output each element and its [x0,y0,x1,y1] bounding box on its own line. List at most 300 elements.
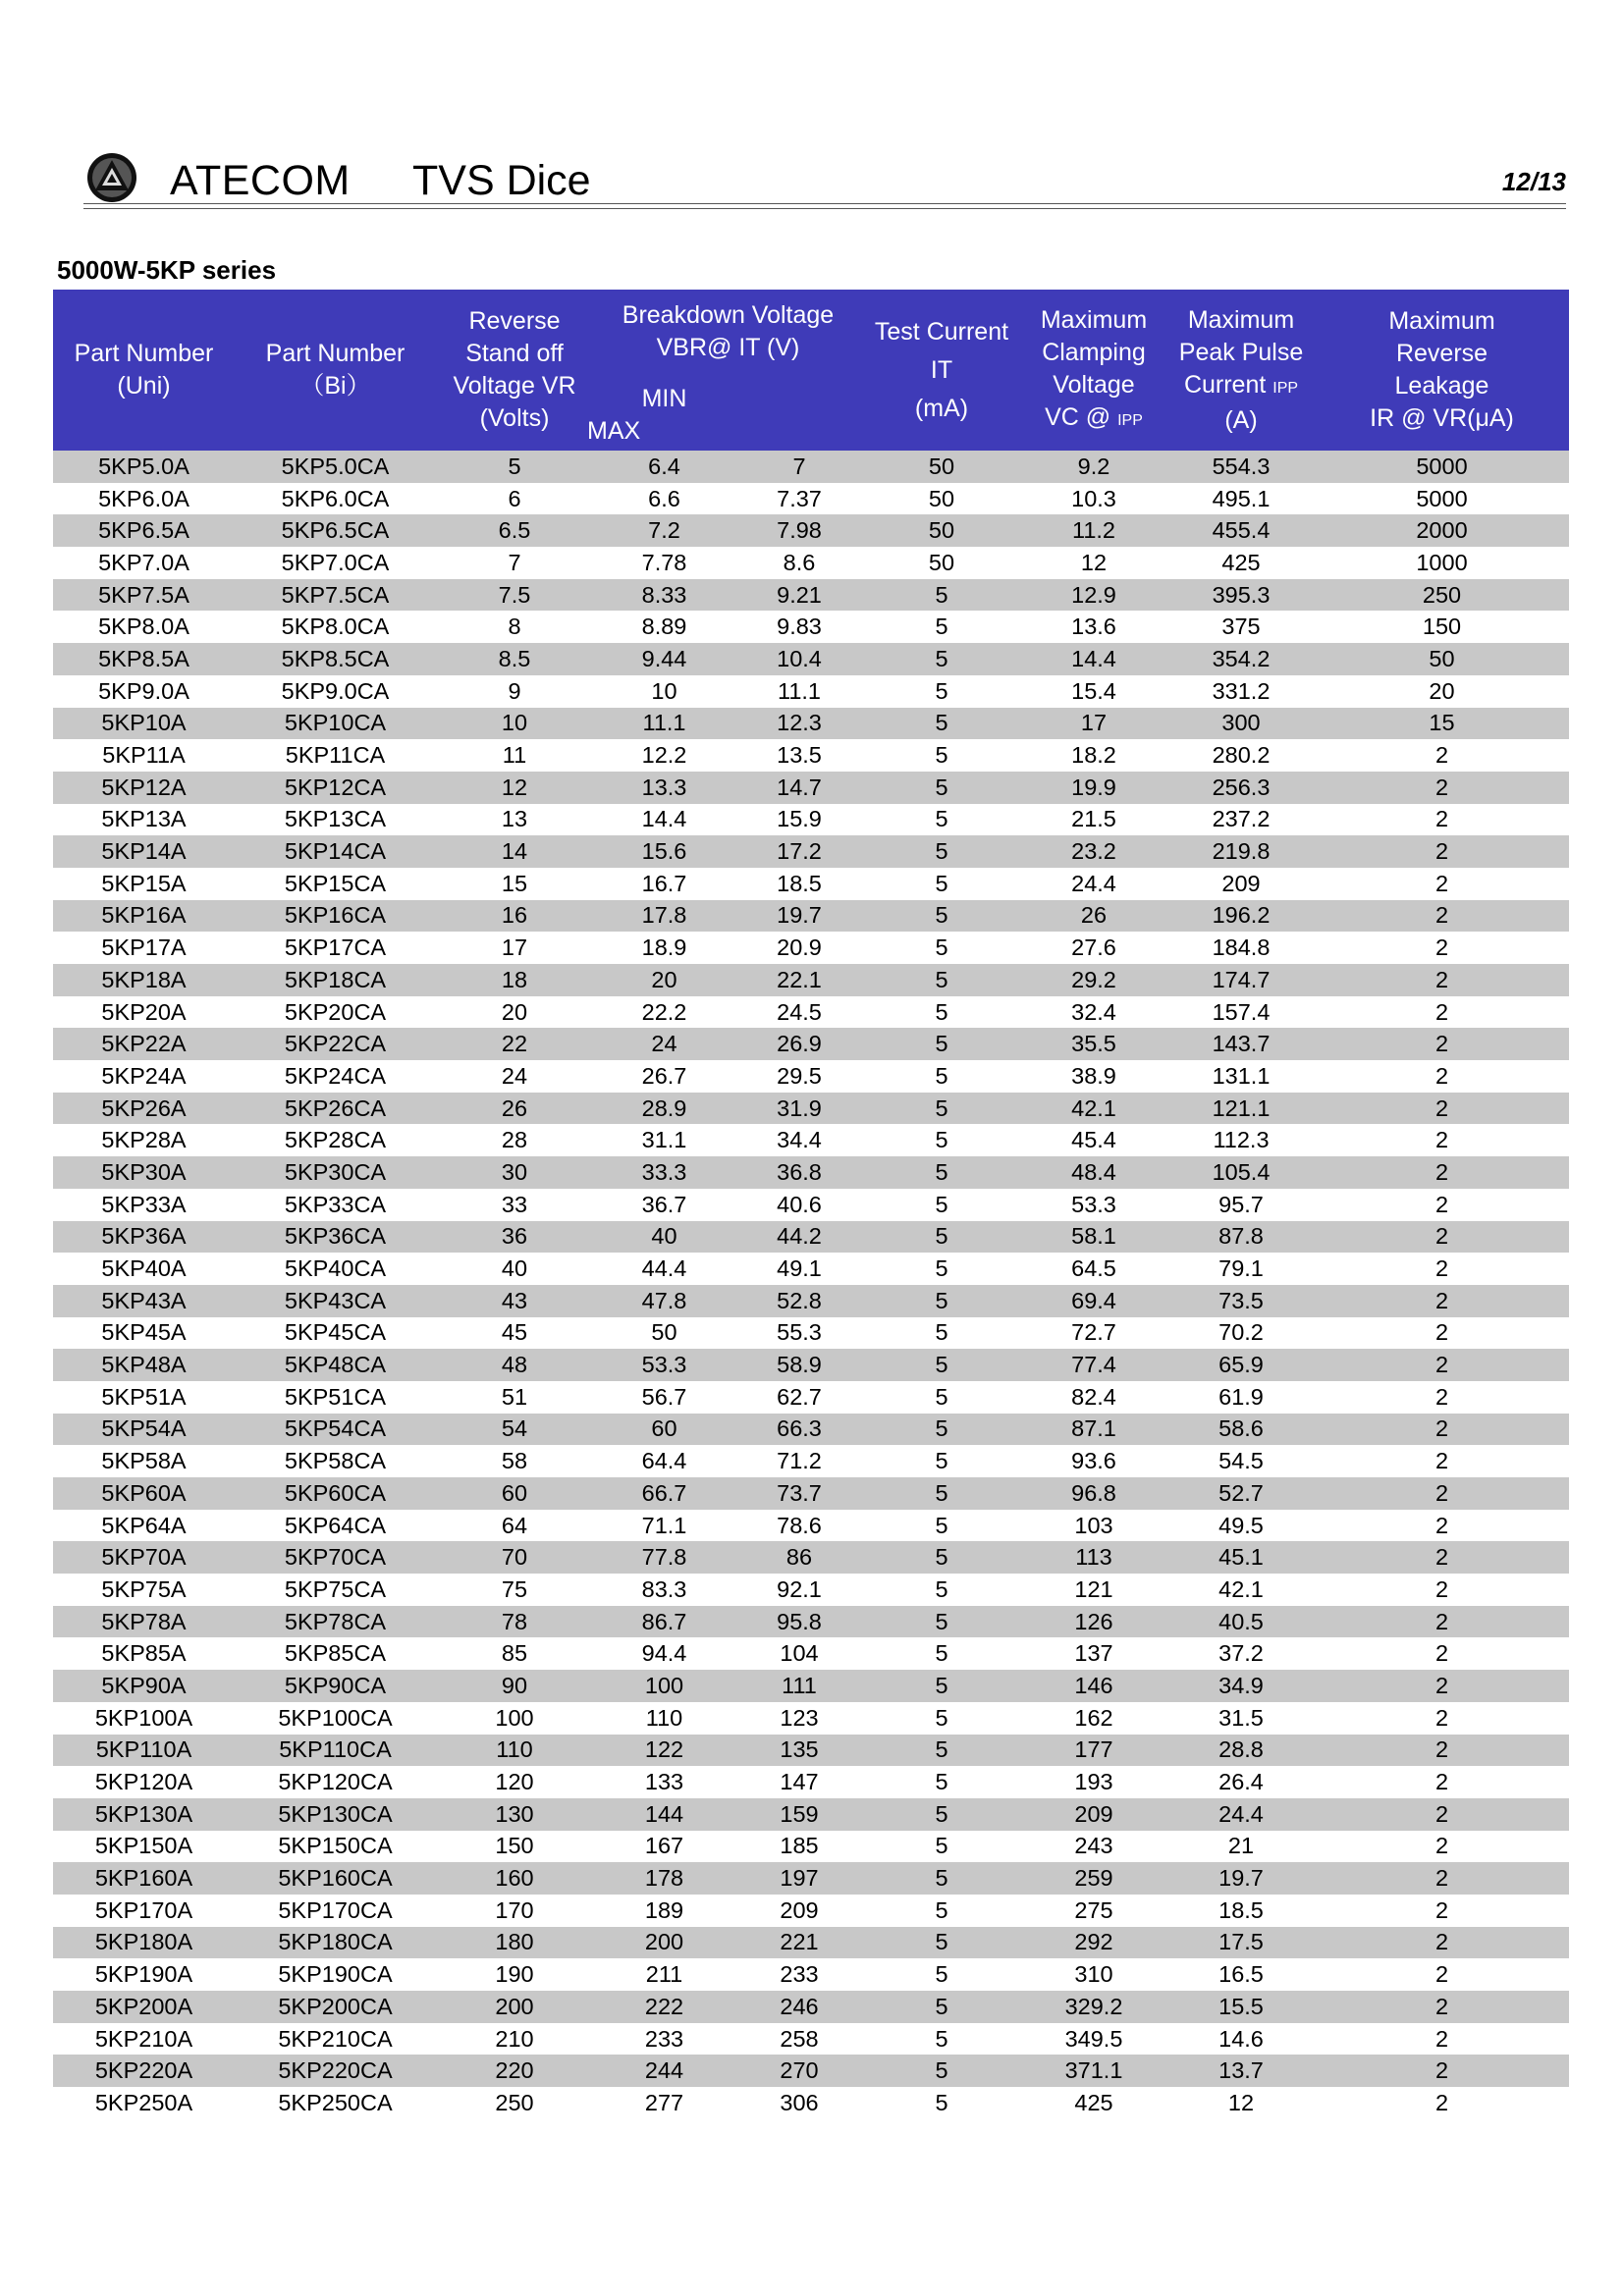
vbr-min-cell: 13.3 [641,774,687,800]
vc-cell: 24.4 [1071,870,1116,896]
header-line: Clamping [1042,338,1146,366]
ir-cell: 2 [1434,1479,1449,1506]
part-uni-cell: 5KP180A [94,1929,193,1955]
vbr-max-cell: 7.37 [777,485,822,511]
product-title: TVS Dice [412,157,591,204]
header-vc [1020,290,1167,451]
ir-cell: 20 [1429,677,1455,704]
part-bi-cell: 5KP20CA [284,998,387,1025]
vbr-max-cell: 20.9 [777,934,822,961]
part-uni-cell: 5KP13A [101,806,187,832]
vbr-max-cell: 159 [780,1800,819,1827]
vbr-min-cell: 189 [644,1896,684,1923]
part-bi-cell: 5KP190CA [278,1961,393,1988]
ipp-cell: 425 [1221,549,1261,575]
vr-cell: 60 [501,1479,528,1506]
it-cell: 5 [935,645,948,671]
table-row [53,1670,1569,1702]
header-rule-top [83,203,1566,204]
ir-cell: 2 [1434,1031,1449,1057]
it-cell: 5 [935,1095,948,1121]
part-uni-cell: 5KP20A [101,998,187,1025]
part-uni-cell: 5KP8.5A [98,645,189,671]
table-row [53,1285,1569,1317]
header-vbr-max: MAX [587,417,641,445]
table-row [53,1510,1569,1542]
ir-cell: 2 [1434,1095,1449,1121]
part-bi-cell: 5KP22CA [284,1031,387,1057]
vbr-min-cell: 15.6 [641,838,687,865]
table-row [53,611,1569,643]
it-cell: 5 [935,1448,948,1474]
table-row [53,1702,1569,1735]
table-header-row [53,290,1569,451]
table-row [53,1574,1569,1606]
part-bi-cell: 5KP210CA [278,2025,393,2052]
table-row [53,483,1569,515]
part-bi-cell: 5KP17CA [284,934,387,961]
it-cell: 5 [935,1479,948,1506]
vbr-min-cell: 53.3 [641,1352,687,1378]
vc-cell: 64.5 [1071,1255,1116,1282]
ipp-cell: 112.3 [1213,1127,1270,1153]
ipp-cell: 40.5 [1218,1608,1264,1634]
ipp-cell: 554.3 [1212,453,1271,479]
table-row [53,451,1569,483]
header-line: Reverse [468,307,561,335]
vc-cell: 26 [1080,902,1108,929]
header-part-bi [235,290,436,451]
part-uni-cell: 5KP58A [101,1448,187,1474]
ipp-cell: 61.9 [1218,1383,1264,1410]
vbr-min-cell: 167 [644,1833,684,1859]
vbr-max-cell: 147 [780,1769,819,1795]
part-uni-cell: 5KP7.0A [98,549,189,575]
vbr-min-cell: 50 [651,1319,677,1346]
ir-cell: 2 [1434,934,1449,961]
header-line: Voltage [1053,370,1135,399]
vbr-max-cell: 11.1 [778,677,821,704]
part-uni-cell: 5KP40A [101,1255,187,1282]
header-line: IT [930,355,953,384]
ipp-cell: 256.3 [1212,774,1271,800]
part-bi-cell: 5KP60CA [284,1479,387,1506]
header-line: （Bi） [299,372,371,400]
part-bi-cell: 5KP11CA [285,742,386,769]
table-row [53,579,1569,612]
part-uni-cell: 5KP75A [101,1575,187,1602]
ipp-cell: 95.7 [1218,1191,1264,1217]
ipp-cell: 70.2 [1218,1319,1264,1346]
vc-cell: 17 [1080,710,1108,736]
header-line: (Uni) [117,372,171,400]
part-bi-cell: 5KP78CA [284,1608,387,1634]
vc-cell: 103 [1074,1512,1113,1538]
ipp-cell: 49.5 [1218,1512,1264,1538]
ir-cell: 2 [1434,1961,1449,1988]
ir-cell: 250 [1422,581,1462,608]
vc-cell: 292 [1074,1929,1113,1955]
vc-cell: 15.4 [1071,677,1116,704]
vbr-max-cell: 19.7 [777,902,822,929]
part-bi-cell: 5KP45CA [284,1319,387,1346]
ipp-cell: 24.4 [1218,1800,1264,1827]
vc-cell: 137 [1074,1640,1113,1667]
it-cell: 5 [935,1896,948,1923]
vc-cell: 27.6 [1071,934,1116,961]
part-uni-cell: 5KP48A [101,1352,187,1378]
vr-cell: 33 [501,1191,528,1217]
table-row [53,1414,1569,1446]
vbr-max-cell: 44.2 [777,1223,822,1250]
ipp-cell: 18.5 [1218,1896,1264,1923]
header-line: Maximum [1388,307,1495,335]
ipp-cell: 31.5 [1218,1704,1264,1731]
brand-name: ATECOM [170,157,351,204]
vbr-max-cell: 270 [780,2057,819,2084]
ir-cell: 5000 [1416,453,1468,479]
vr-cell: 7.5 [498,581,531,608]
part-bi-cell: 5KP110CA [279,1736,392,1763]
ir-cell: 2 [1434,1833,1449,1859]
vr-cell: 220 [495,2057,534,2084]
vc-cell: 177 [1074,1736,1113,1763]
header-vr [436,290,593,451]
vr-cell: 250 [495,2089,534,2115]
table-row [53,1028,1569,1060]
part-bi-cell: 5KP10CA [284,710,387,736]
it-cell: 5 [935,1929,948,1955]
vbr-min-cell: 36.7 [641,1191,687,1217]
part-bi-cell: 5KP250CA [278,2089,393,2115]
table-row [53,1445,1569,1477]
vc-cell: 10.3 [1071,485,1116,511]
it-cell: 5 [935,1255,948,1282]
table-row [53,1862,1569,1895]
vr-cell: 11 [502,742,527,769]
ipp-cell: 16.5 [1218,1961,1264,1988]
table-row [53,1253,1569,1285]
part-uni-cell: 5KP85A [101,1640,187,1667]
vbr-max-cell: 22.1 [777,966,822,992]
vr-cell: 160 [495,1865,534,1892]
part-uni-cell: 5KP250A [94,2089,193,2115]
it-cell: 5 [935,902,948,929]
part-uni-cell: 5KP110A [95,1736,192,1763]
vbr-max-cell: 185 [780,1833,819,1859]
ipp-cell: 219.8 [1212,838,1271,865]
table-row [53,1381,1569,1414]
ir-cell: 2 [1434,2025,1449,2052]
ipp-cell: 26.4 [1218,1769,1264,1795]
vbr-min-cell: 10 [651,677,677,704]
part-bi-cell: 5KP15CA [284,870,387,896]
table-row [53,1124,1569,1156]
vbr-min-cell: 122 [644,1736,684,1763]
it-cell: 5 [935,966,948,992]
ir-cell: 2 [1434,1352,1449,1378]
part-uni-cell: 5KP16A [101,902,187,929]
vbr-max-cell: 111 [782,1672,817,1698]
vbr-max-cell: 24.5 [777,998,822,1025]
vc-cell: 371.1 [1064,2057,1123,2084]
ipp-cell: 58.6 [1218,1415,1264,1442]
ir-cell: 2 [1434,902,1449,929]
header-line: (A) [1224,405,1258,434]
vbr-min-cell: 178 [644,1865,684,1892]
vbr-max-cell: 34.4 [777,1127,822,1153]
it-cell: 5 [935,1544,948,1571]
part-uni-cell: 5KP14A [101,838,187,865]
vc-cell: 38.9 [1071,1062,1116,1089]
vbr-max-cell: 10.4 [777,645,822,671]
it-cell: 5 [935,2089,948,2115]
vr-cell: 190 [495,1961,534,1988]
ir-cell: 2 [1434,1736,1449,1763]
vr-cell: 51 [501,1383,528,1410]
vbr-max-cell: 78.6 [777,1512,822,1538]
vbr-min-cell: 17.8 [641,902,687,929]
vc-cell: 21.5 [1071,806,1116,832]
it-cell: 5 [935,1352,948,1378]
vc-cell: 259 [1074,1865,1113,1892]
table-row [53,1541,1569,1574]
it-cell: 5 [935,1993,948,2019]
header-ipp [1167,290,1315,451]
ir-cell: 5000 [1416,485,1468,511]
vc-cell: 121 [1074,1575,1113,1602]
it-cell: 50 [928,485,955,511]
header-line: Stand off [465,340,564,367]
vbr-max-cell: 123 [780,1704,819,1731]
part-bi-cell: 5KP6.0CA [281,485,390,511]
vr-cell: 200 [495,1993,534,2019]
table-row [53,1958,1569,1991]
it-cell: 5 [935,1191,948,1217]
ir-cell: 1000 [1416,549,1468,575]
vbr-max-cell: 62.7 [777,1383,822,1410]
table-row [53,804,1569,836]
vr-cell: 100 [495,1704,534,1731]
vbr-min-cell: 110 [645,1704,683,1731]
vbr-min-cell: 8.33 [641,581,687,608]
page-number: 12/13 [1501,167,1566,196]
vr-cell: 90 [501,1672,528,1698]
vr-cell: 75 [501,1575,528,1602]
header-line: Current IPP [1183,370,1299,399]
vr-cell: 8 [508,614,521,640]
table-row [53,996,1569,1029]
part-bi-cell: 5KP64CA [284,1512,387,1538]
header-part-uni [53,290,235,451]
part-bi-cell: 5KP7.0CA [281,549,390,575]
vc-cell: 45.4 [1071,1127,1116,1153]
it-cell: 5 [935,1062,948,1089]
vr-cell: 120 [495,1769,534,1795]
part-uni-cell: 5KP54A [101,1415,187,1442]
vbr-min-cell: 83.3 [641,1575,687,1602]
vc-cell: 113 [1075,1544,1112,1571]
it-cell: 5 [935,1415,948,1442]
part-bi-cell: 5KP100CA [278,1704,393,1731]
table-row [53,1991,1569,2023]
part-uni-cell: 5KP90A [101,1672,187,1698]
part-bi-cell: 5KP8.0CA [281,614,390,640]
it-cell: 5 [935,2025,948,2052]
vc-cell: 329.2 [1064,1993,1123,2019]
ir-cell: 2 [1434,1415,1449,1442]
table-row [53,1798,1569,1831]
it-cell: 5 [935,710,948,736]
part-bi-cell: 5KP51CA [284,1383,387,1410]
part-bi-cell: 5KP9.0CA [281,677,390,704]
vc-cell: 48.4 [1071,1158,1116,1185]
vbr-max-cell: 15.9 [777,806,822,832]
vr-cell: 8.5 [498,645,531,671]
ir-cell: 2 [1434,1287,1449,1313]
vc-cell: 146 [1074,1672,1113,1698]
ipp-cell: 45.1 [1218,1544,1264,1571]
ir-cell: 2 [1434,1608,1449,1634]
table-row [53,1637,1569,1670]
it-cell: 50 [928,549,955,575]
part-uni-cell: 5KP17A [101,934,187,961]
it-cell: 5 [935,742,948,769]
header-line: (mA) [914,394,969,422]
vr-cell: 210 [495,2025,534,2052]
part-uni-cell: 5KP45A [101,1319,187,1346]
part-uni-cell: 5KP150A [94,1833,193,1859]
it-cell: 5 [935,1223,948,1250]
table-row [53,868,1569,900]
part-bi-cell: 5KP13CA [284,806,387,832]
header-ir [1315,290,1569,451]
part-bi-cell: 5KP58CA [284,1448,387,1474]
vr-cell: 70 [501,1544,528,1571]
vbr-min-cell: 64.4 [641,1448,687,1474]
ipp-cell: 87.8 [1218,1223,1264,1250]
ir-cell: 2 [1434,1769,1449,1795]
table-row [53,739,1569,772]
vbr-min-cell: 16.7 [641,870,687,896]
ir-cell: 2 [1434,1062,1449,1089]
vbr-min-cell: 18.9 [641,934,687,961]
part-uni-cell: 5KP8.0A [98,614,189,640]
vc-cell: 23.2 [1071,838,1116,865]
ir-cell: 2 [1434,1191,1449,1217]
part-uni-cell: 5KP120A [94,1769,193,1795]
it-cell: 5 [935,1287,948,1313]
header-line: Test Current [874,317,1009,346]
vbr-max-cell: 8.6 [783,549,816,575]
vc-cell: 96.8 [1071,1479,1116,1506]
vbr-min-cell: 77.8 [641,1544,687,1571]
vbr-min-cell: 56.7 [641,1383,687,1410]
table-row [53,514,1569,547]
part-uni-cell: 5KP11A [102,742,186,769]
ir-cell: 2 [1434,1704,1449,1731]
vbr-max-cell: 197 [780,1865,819,1892]
vbr-min-cell: 133 [644,1769,684,1795]
ipp-cell: 495.1 [1212,485,1271,511]
header-line: (Volts) [479,404,550,432]
it-cell: 5 [935,614,948,640]
table-row [53,1156,1569,1189]
header-line: Breakdown Voltage [622,301,835,329]
vr-cell: 13 [501,806,528,832]
vr-cell: 64 [501,1512,528,1538]
vc-cell: 349.5 [1064,2025,1123,2052]
vbr-min-cell: 14.4 [641,806,687,832]
ir-cell: 2 [1434,1865,1449,1892]
part-bi-cell: 5KP54CA [284,1415,387,1442]
header-it [863,290,1020,451]
vbr-min-cell: 86.7 [641,1608,687,1634]
vr-cell: 14 [501,838,528,865]
table-row [53,835,1569,868]
vbr-min-cell: 22.2 [641,998,687,1025]
it-cell: 5 [935,581,948,608]
table-row [53,2087,1569,2119]
vc-cell: 11.2 [1072,517,1115,544]
part-bi-cell: 5KP48CA [284,1352,387,1378]
vc-cell: 82.4 [1071,1383,1116,1410]
vbr-max-cell: 13.5 [777,742,822,769]
ipp-cell: 15.5 [1218,1993,1264,2019]
vc-cell: 275 [1074,1896,1113,1923]
vr-cell: 16 [501,902,528,929]
vc-cell: 69.4 [1071,1287,1116,1313]
table-row [53,547,1569,579]
part-bi-cell: 5KP6.5CA [281,517,390,544]
ir-cell: 2 [1434,1575,1449,1602]
it-cell: 5 [935,1961,948,1988]
vr-cell: 180 [495,1929,534,1955]
vbr-max-cell: 49.1 [777,1255,822,1282]
vbr-max-cell: 14.7 [777,774,822,800]
part-bi-cell: 5KP220CA [278,2057,393,2084]
vc-cell: 13.6 [1071,614,1116,640]
vr-cell: 15 [501,870,528,896]
it-cell: 5 [935,806,948,832]
page-header [83,149,1566,206]
ir-cell: 2 [1434,806,1449,832]
part-uni-cell: 5KP6.5A [98,517,189,544]
vbr-max-cell: 233 [780,1961,819,1988]
header-line: VC @ IPP [1045,402,1143,431]
part-bi-cell: 5KP170CA [278,1896,393,1923]
vr-cell: 7 [508,549,521,575]
ipp-cell: 73.5 [1218,1287,1264,1313]
vbr-max-cell: 17.2 [777,838,822,865]
part-bi-cell: 5KP8.5CA [281,645,390,671]
part-uni-cell: 5KP70A [101,1544,187,1571]
vr-cell: 6 [508,485,521,511]
vbr-max-cell: 18.5 [777,870,822,896]
part-uni-cell: 5KP22A [101,1031,187,1057]
vr-cell: 20 [501,998,528,1025]
ipp-cell: 14.6 [1218,2025,1264,2052]
vc-cell: 72.7 [1071,1319,1116,1346]
vbr-min-cell: 200 [644,1929,684,1955]
vc-cell: 12 [1080,549,1108,575]
ir-cell: 2 [1434,1544,1449,1571]
vbr-min-cell: 9.44 [641,645,687,671]
vc-cell: 29.2 [1071,966,1116,992]
vbr-max-cell: 95.8 [777,1608,822,1634]
vbr-max-cell: 26.9 [777,1031,822,1057]
it-cell: 5 [935,1575,948,1602]
